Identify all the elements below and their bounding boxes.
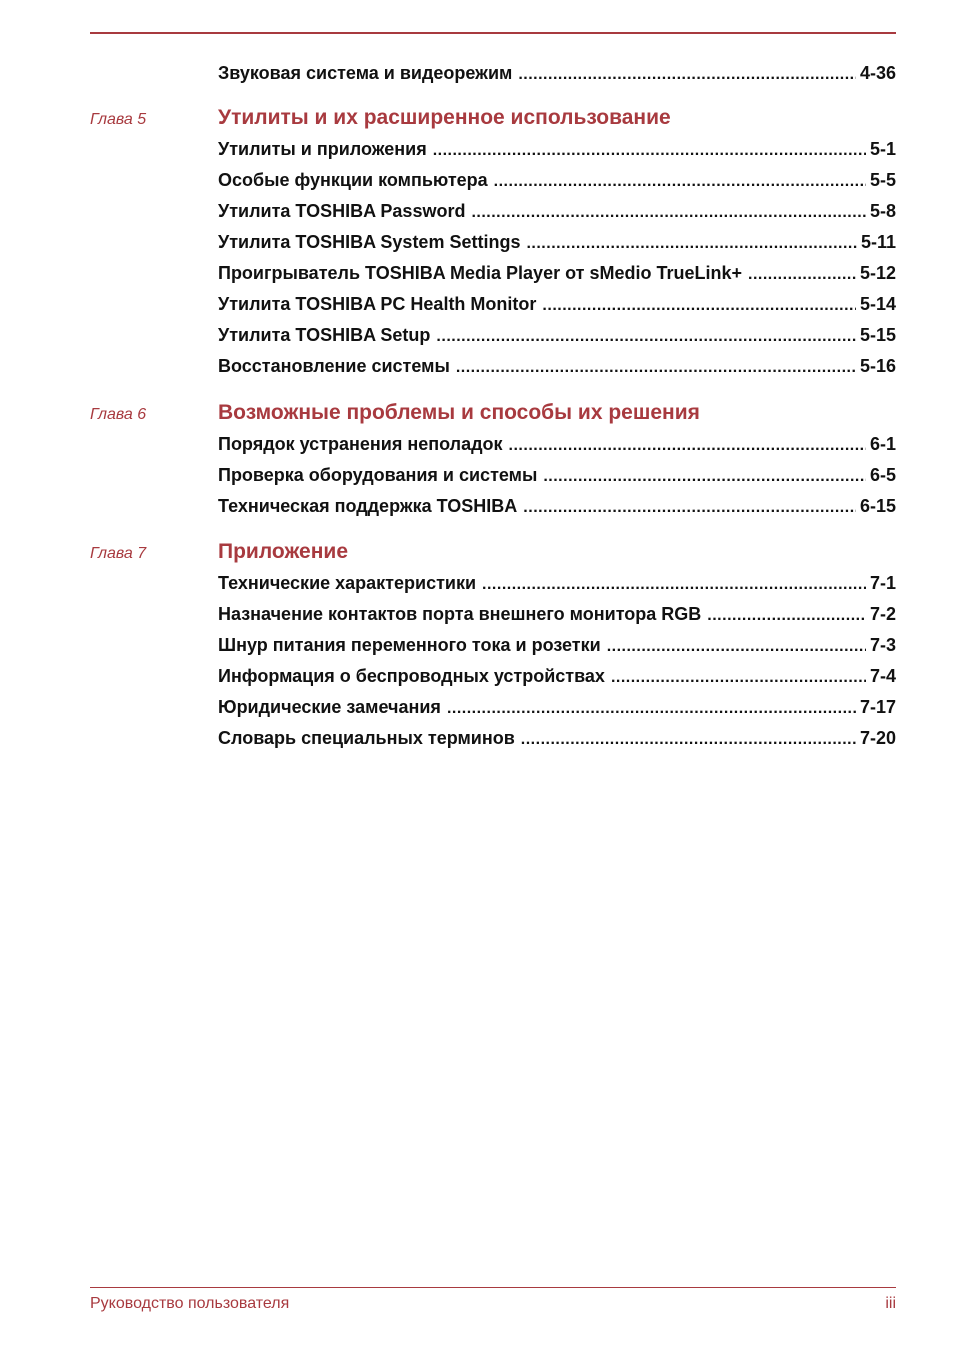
toc-entry-leader bbox=[518, 66, 856, 84]
toc-entry-leader bbox=[456, 359, 856, 377]
toc-entry-leader bbox=[607, 638, 866, 656]
chapter-label: Глава 5 bbox=[90, 111, 147, 128]
toc-entry-page: 5-11 bbox=[860, 232, 896, 252]
toc-entry-title: Порядок устранения неполадок bbox=[218, 434, 503, 454]
toc-entry-title: Утилиты и приложения bbox=[218, 139, 427, 159]
toc-entry-leader bbox=[542, 297, 856, 315]
toc-entry[interactable] bbox=[218, 697, 896, 721]
toc-entry-leader bbox=[447, 700, 856, 718]
toc-entry-page: 5-15 bbox=[859, 325, 896, 345]
toc-entry-page: 5-5 bbox=[869, 170, 896, 190]
toc-entry-title: Звуковая система и видеорежим bbox=[218, 63, 513, 83]
footer-page-number: iii bbox=[885, 1295, 896, 1312]
toc-entry-leader bbox=[509, 437, 866, 455]
toc-entry-title: Словарь специальных терминов bbox=[218, 728, 515, 748]
toc-entry-page: 6-5 bbox=[869, 465, 896, 485]
toc-entry-leader bbox=[471, 204, 866, 222]
toc-entry[interactable] bbox=[218, 666, 896, 690]
toc-entry-page: 7-20 bbox=[859, 728, 896, 748]
toc-entry[interactable] bbox=[218, 465, 896, 489]
toc-entry[interactable] bbox=[218, 170, 896, 194]
toc-entry[interactable] bbox=[218, 201, 896, 225]
toc-entry-page: 7-3 bbox=[869, 635, 896, 655]
toc-entry-title: Шнур питания переменного тока и розетки bbox=[218, 635, 601, 655]
chapter-title[interactable]: Возможные проблемы и способы их решения bbox=[218, 401, 700, 424]
toc-entry-title: Проверка оборудования и системы bbox=[218, 465, 538, 485]
toc-entry-leader bbox=[482, 576, 866, 594]
toc-entry-leader bbox=[748, 266, 856, 284]
toc-entry[interactable] bbox=[218, 232, 896, 256]
toc-entry-leader bbox=[436, 328, 856, 346]
toc-entry-leader bbox=[611, 669, 866, 687]
toc-entry-leader bbox=[543, 468, 866, 486]
toc-entry-leader bbox=[523, 499, 856, 517]
header-rule bbox=[90, 32, 896, 34]
toc-entry-page: 5-1 bbox=[869, 139, 896, 159]
toc-entry-title: Восстановление системы bbox=[218, 356, 450, 376]
chapter-title[interactable]: Утилиты и их расширенное использование bbox=[218, 106, 671, 129]
chapter-label: Глава 6 bbox=[90, 406, 147, 423]
toc-entry[interactable] bbox=[218, 294, 896, 318]
toc-entry-leader bbox=[494, 173, 866, 191]
toc-entry-leader bbox=[526, 235, 856, 253]
chapter-label: Глава 7 bbox=[90, 545, 147, 562]
toc-entry-page: 7-2 bbox=[869, 604, 896, 624]
toc-entry-title: Утилита TOSHIBA PC Health Monitor bbox=[218, 294, 537, 314]
toc-entry[interactable] bbox=[218, 573, 896, 597]
footer-rule bbox=[90, 1287, 896, 1288]
toc-entry-page: 7-1 bbox=[869, 573, 896, 593]
toc-entry-title: Утилита TOSHIBA Password bbox=[218, 201, 466, 221]
toc-entry-page: 5-12 bbox=[859, 263, 896, 283]
toc-entry-page: 7-4 bbox=[869, 666, 896, 686]
toc-entry[interactable] bbox=[218, 263, 896, 287]
toc-entry-leader bbox=[707, 607, 866, 625]
toc-entry[interactable] bbox=[218, 139, 896, 163]
toc-entry-leader bbox=[433, 142, 866, 160]
toc-entry[interactable] bbox=[218, 325, 896, 349]
toc-entry[interactable] bbox=[218, 728, 896, 752]
toc-entry[interactable] bbox=[218, 356, 896, 380]
toc-entry-title: Особые функции компьютера bbox=[218, 170, 488, 190]
toc-entry[interactable] bbox=[218, 63, 896, 87]
toc-entry-title: Техническая поддержка TOSHIBA bbox=[218, 496, 518, 516]
chapter-title[interactable]: Приложение bbox=[218, 540, 349, 563]
toc-entry-title: Утилита TOSHIBA Setup bbox=[218, 325, 431, 345]
toc-entry[interactable] bbox=[218, 496, 896, 520]
toc-entry-title: Назначение контактов порта внешнего монитора RGB bbox=[218, 604, 702, 624]
toc-entry-page: 6-15 bbox=[859, 496, 896, 516]
toc-entry[interactable] bbox=[218, 635, 896, 659]
toc-entry-page: 5-14 bbox=[859, 294, 896, 314]
toc-entry-title: Утилита TOSHIBA System Settings bbox=[218, 232, 521, 252]
toc-entry[interactable] bbox=[218, 604, 896, 628]
toc-entry-page: 5-8 bbox=[869, 201, 896, 221]
toc-entry-title: Информация о беспроводных устройствах bbox=[218, 666, 605, 686]
toc-entry-page: 5-16 bbox=[859, 356, 896, 376]
toc-entry-page: 7-17 bbox=[859, 697, 896, 717]
toc-entry-page: 4-36 bbox=[859, 63, 896, 83]
toc-entry-page: 6-1 bbox=[869, 434, 896, 454]
toc-entry-leader bbox=[521, 731, 856, 749]
footer-document-title: Руководство пользователя bbox=[90, 1295, 290, 1312]
toc-entry-title: Технические характеристики bbox=[218, 573, 477, 593]
toc-entry[interactable] bbox=[218, 434, 896, 458]
toc-entry-title: Проигрыватель TOSHIBA Media Player от sMedio TrueLink+ bbox=[218, 263, 742, 283]
toc-entry-title: Юридические замечания bbox=[218, 697, 441, 717]
